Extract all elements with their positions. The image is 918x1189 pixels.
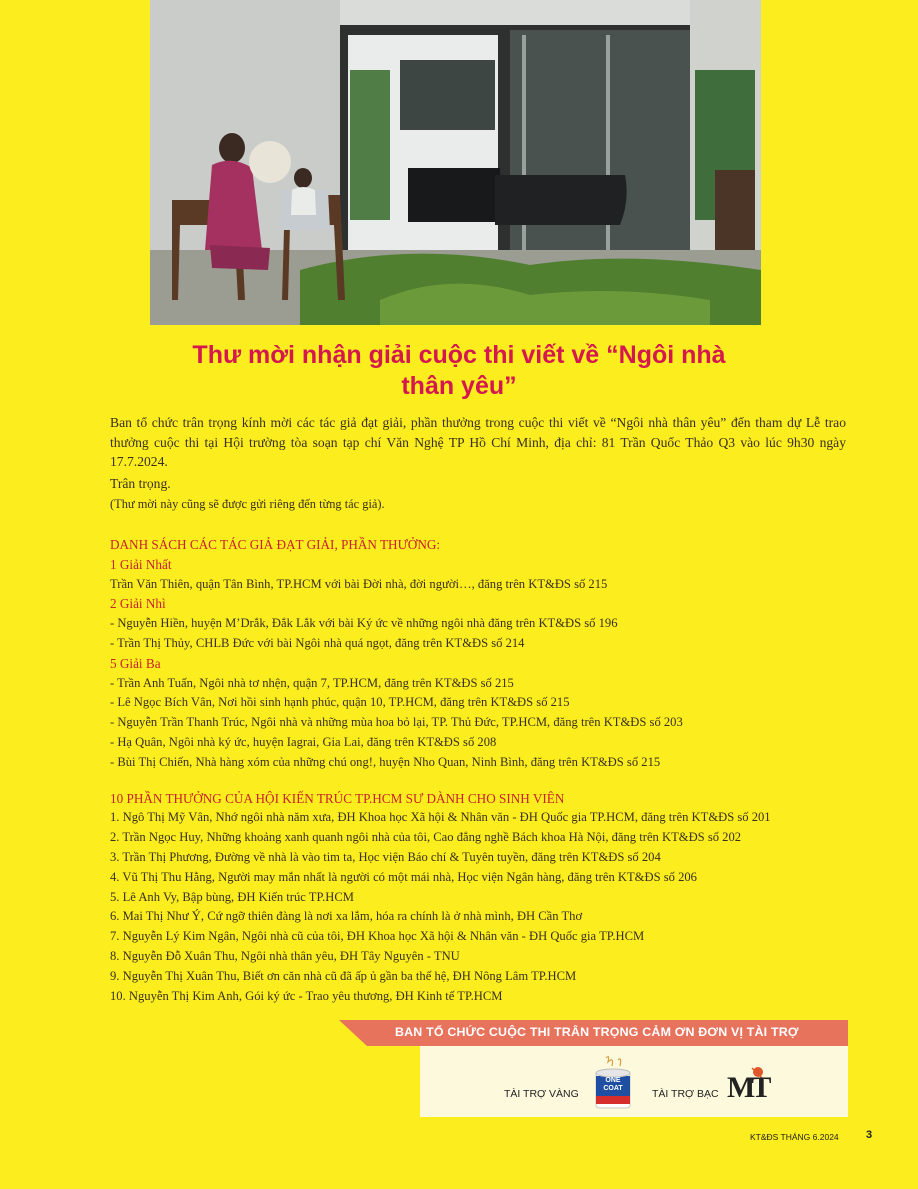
second-prize-heading: 2 Giải Nhì bbox=[110, 596, 166, 612]
third-prize-heading: 5 Giải Ba bbox=[110, 655, 161, 671]
invitation-text bbox=[110, 413, 846, 472]
list-item: - Hạ Quân, Ngôi nhà ký ức, huyện Iagrai, Gia Lai, đăng trên KT&ĐS số 208 bbox=[110, 734, 497, 749]
list-item: 6. Mai Thị Như Ý, Cứ ngỡ thiên đàng là nơi xa lắm, hóa ra chính là ở nhà mình, ĐH Cần Thơ bbox=[110, 909, 583, 924]
sponsor-banner bbox=[367, 1020, 848, 1046]
house-interior-photo bbox=[150, 0, 761, 325]
list-item: - Nguyễn Hiền, huyện M’Drắk, Đắk Lắk với bài Ký ức về những ngôi nhà đăng trên KT&ĐS số 196 bbox=[110, 616, 618, 631]
list-item: - Trần Thị Thủy, CHLB Đức với bài Ngôi nhà quá ngọt, đăng trên KT&ĐS số 214 bbox=[110, 635, 525, 650]
list-item: - Nguyễn Trần Thanh Trúc, Ngôi nhà và những mùa hoa bỏ lại, TP. Thủ Đức, TP.HCM, đăng trên KT&ĐS số 203 bbox=[110, 715, 683, 730]
list-item: 5. Lê Anh Vy, Bập bùng, ĐH Kiến trúc TP.HCM bbox=[110, 889, 354, 904]
sponsor-panel bbox=[420, 1046, 848, 1117]
issue-label: KT&ĐS THÁNG 6.2024 bbox=[750, 1132, 839, 1142]
note-text: (Thư mời này cũng sẽ được gửi riêng đến từng tác giả). bbox=[110, 497, 385, 511]
silver-sponsor-label: TÀI TRỢ BẠC bbox=[652, 1088, 719, 1100]
first-prize-heading: 1 Giải Nhất bbox=[110, 556, 172, 572]
section-spacer bbox=[110, 773, 870, 789]
gold-sponsor-label: TÀI TRỢ VÀNG bbox=[504, 1088, 579, 1100]
list-item: - Bùi Thị Chiến, Nhà hàng xóm của những chú ong!, huyện Nho Quan, Ninh Bình, đăng trên KT&ĐS số 215 bbox=[110, 754, 661, 769]
page-number: 3 bbox=[866, 1129, 873, 1141]
list-item: - Lê Ngọc Bích Vân, Nơi hồi sinh hạnh phúc, quận 10, TP.HCM, đăng trên KT&ĐS số 215 bbox=[110, 695, 570, 710]
invitation-paragraph: Ban tổ chức trân trọng kính mời các tác giả đạt giải, phần thưởng trong cuộc thi viết về “Ngôi nhà thân yêu” đến tham dự Lễ trao thưởng cuộc thi tại Hội trường tòa soạn tạp chí Văn Nghệ TP Hồ Chí Minh, địa chỉ: 81 Trần Quốc Thảo Q3 vào lúc 9h30 ngày 17.7.2024. bbox=[110, 415, 846, 469]
onecoat-logo-text: ONE COAT bbox=[603, 1077, 623, 1092]
list-item: 1. Ngô Thị Mỹ Vân, Nhớ ngôi nhà năm xưa, ĐH Khoa học Xã hội & Nhân văn - ĐH Quốc gia TP.HCM, đăng trên KT&ĐS số 201 bbox=[110, 810, 771, 825]
winners-heading: DANH SÁCH CÁC TÁC GIẢ ĐẠT GIẢI, PHẦN THƯỞNG: bbox=[110, 537, 441, 552]
page-title: Thư mời nhận giải cuộc thi viết về “Ngôi nhà thân yêu” bbox=[192, 341, 726, 400]
list-item: 7. Nguyễn Lý Kim Ngân, Ngôi nhà cũ của tôi, ĐH Khoa học Xã hội & Nhân văn - ĐH Quốc gia TP.HCM bbox=[110, 929, 645, 944]
list-item: Trần Văn Thiên, quận Tân Bình, TP.HCM với bài Đời nhà, đời người…, đăng trên KT&ĐS số 215 bbox=[110, 576, 608, 591]
list-item: 2. Trần Ngọc Huy, Những khoảng xanh quanh ngôi nhà của tôi, Cao đẳng nghề Bách khoa Hà Nội, đăng trên KT&ĐS số 202 bbox=[110, 830, 742, 845]
list-item: 8. Nguyễn Đỗ Xuân Thu, Ngôi nhà thân yêu, ĐH Tây Nguyên - TNU bbox=[110, 948, 460, 963]
mt-logo-text: MT bbox=[727, 1071, 768, 1104]
student-awards-heading: 10 PHẦN THƯỞNG CỦA HỘI KIẾN TRÚC TP.HCM SƯ DÀNH CHO SINH VIÊN bbox=[110, 790, 565, 806]
winners-list bbox=[110, 535, 870, 1006]
list-item: 4. Vũ Thị Thu Hằng, Người may mắn nhất là người có một mái nhà, Học viện Ngân hàng, đăng trên KT&ĐS số 206 bbox=[110, 869, 697, 884]
list-item: - Trần Anh Tuấn, Ngôi nhà tơ nhện, quận 7, TP.HCM, đăng trên KT&ĐS số 215 bbox=[110, 675, 514, 690]
header-photo bbox=[150, 0, 761, 325]
list-item: 9. Nguyễn Thị Xuân Thu, Biết ơn căn nhà cũ đã ấp ủ gần ba thế hệ, ĐH Nông Lâm TP.HCM bbox=[110, 968, 577, 983]
list-item: 3. Trần Thị Phương, Đường về nhà là vào tim ta, Học viện Báo chí & Tuyên tuyền, đăng trên KT&ĐS số 204 bbox=[110, 849, 661, 864]
sponsor-title: BAN TỔ CHỨC CUỘC THI TRÂN TRỌNG CẢM ƠN ĐƠN VỊ TÀI TRỢ bbox=[395, 1025, 799, 1039]
closing-text: Trân trọng. bbox=[110, 476, 171, 491]
list-item: 10. Nguyễn Thị Kim Anh, Gói ký ức - Trao yêu thương, ĐH Kinh tế TP.HCM bbox=[110, 988, 503, 1003]
